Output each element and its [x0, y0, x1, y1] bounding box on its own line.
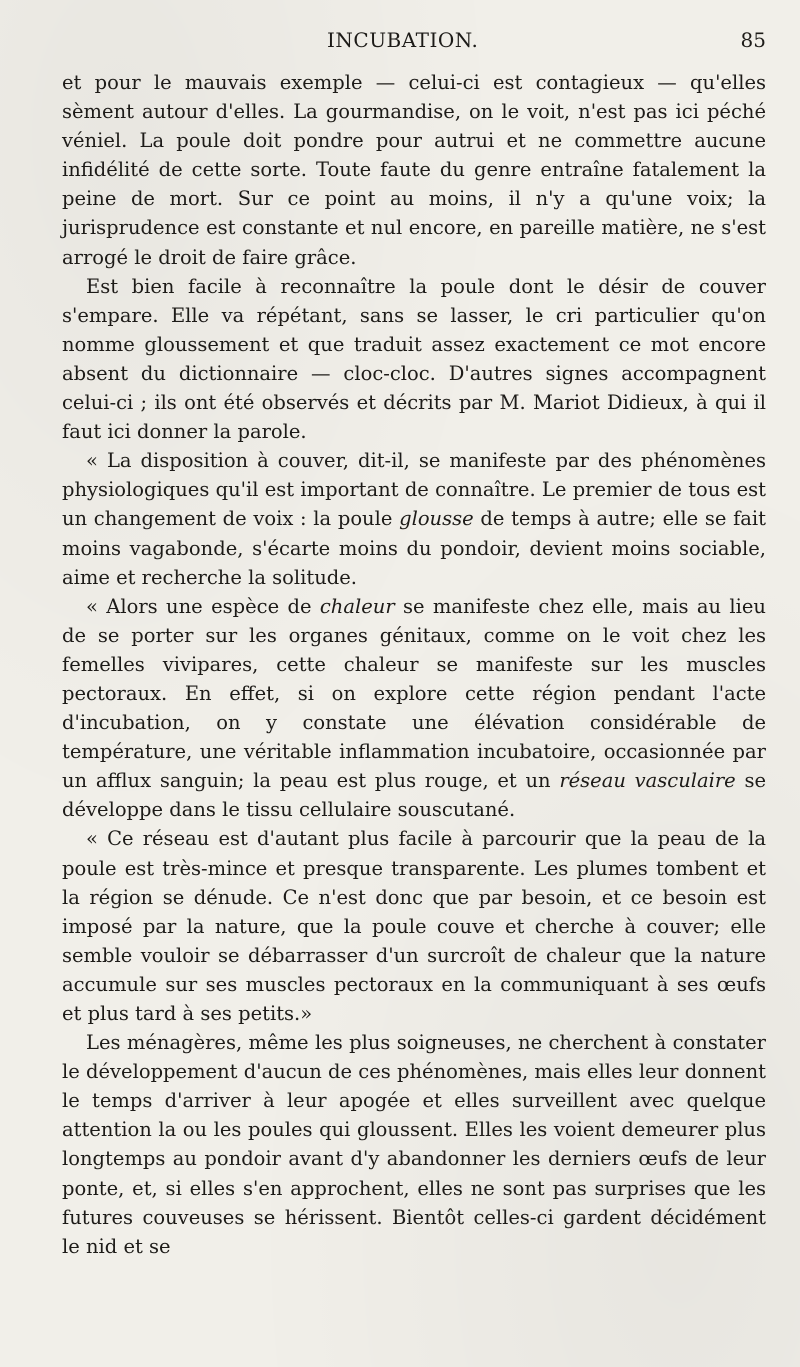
paragraph-6-text: Les ménagères, même les plus soigneuses, ne cherchent à constater le développement d'aucun de ces phénomènes, mais elles leur donnent le temps d'arriver à leur apogée et elles surveillent avec quelque attention la ou les poules qui gloussent. Elles les voient demeurer plus longtemps au pondoir avant d'y abandonner les derniers œufs de leur ponte, et, si elles s'en approchent, elles ne sont pas surprises que les futures couveuses se hérissent. Bientôt celles-ci gardent décidément le nid et se: [62, 1031, 766, 1258]
body-text: [62, 68, 766, 1261]
paragraph-4-text-b: se manifeste chez elle, mais au lieu de se porter sur les organes génitaux, comme on le voit chez les femelles vivipares, cette chaleur se manifeste sur les muscles pectoraux. En effet, si on explore cette région pendant l'acte d'incubation, on y constate une élévation considérable de température, une véritable inflammation incubatoire, occasionnée par un afflux sanguin; la peau est plus rouge, et un: [62, 594, 766, 793]
italic-glousse: glousse: [399, 507, 474, 531]
paragraph-3-text-a: « La disposition à couver, dit-il, se manifeste par des phénomènes physiologiques qu'il est important de connaître. Le premier de tous est un changement de voix : la poule: [62, 449, 766, 531]
paragraph-4-text-c: se développe dans le tissu cellulaire souscutané.: [62, 769, 767, 822]
paragraph-3-text-b: de temps à autre; elle se fait moins vagabonde, s'écarte moins du pondoir, devient moins sociable, aime et recherche la solitude.: [62, 507, 766, 589]
paragraph-2-text: Est bien facile à reconnaître la poule dont le désir de couver s'empare. Elle va répétant, sans se lasser, le cri particulier qu'on nomme gloussement et que traduit assez exactement ce mot encore absent du dictionnaire — cloc-cloc. D'autres signes accompagnent celui-ci ; ils ont été observés et décrits par M. Mariot Didieux, à qui il faut ici donner la parole.: [62, 274, 766, 444]
italic-chaleur: chaleur: [319, 594, 395, 618]
italic-reseau-vasculaire: réseau vasculaire: [559, 769, 736, 793]
paragraph-4-text-a: « Alors une espèce de: [86, 594, 320, 618]
page-number: 85: [740, 28, 766, 52]
paragraph-1-text: et pour le mauvais exemple — celui-ci est contagieux — qu'elles sèment autour d'elles. La gourmandise, on le voit, n'est pas ici péché véniel. La poule doit pondre pour autrui et ne commettre aucune infidélité de cette sorte. Toute faute du genre entraîne fatalement la peine de mort. Sur ce point au moins, il n'y a qu'une voix; la jurisprudence est constante et nul encore, en pareille matière, ne s'est arrogé le droit de faire grâce.: [62, 71, 766, 269]
page-header: [62, 28, 766, 68]
running-title: INCUBATION.: [327, 28, 479, 52]
paragraph-5: [62, 824, 766, 1028]
paragraph-2: [62, 272, 766, 447]
paragraph-6: [62, 1028, 766, 1261]
paragraph-1: [62, 68, 766, 272]
paragraph-5-text: « Ce réseau est d'autant plus facile à parcourir que la peau de la poule est très-mince et presque transparente. Les plumes tombent et la région se dénude. Ce n'est donc que par besoin, et ce besoin est imposé par la nature, que la poule couve et cherche à couver; elle semble vouloir se débarrasser d'un surcroît de chaleur que la nature accumule sur ses muscles pectoraux en la communiquant à ses œufs et plus tard à ses petits.»: [62, 827, 766, 1025]
paragraph-3: [62, 446, 766, 591]
paragraph-4: [62, 592, 766, 825]
